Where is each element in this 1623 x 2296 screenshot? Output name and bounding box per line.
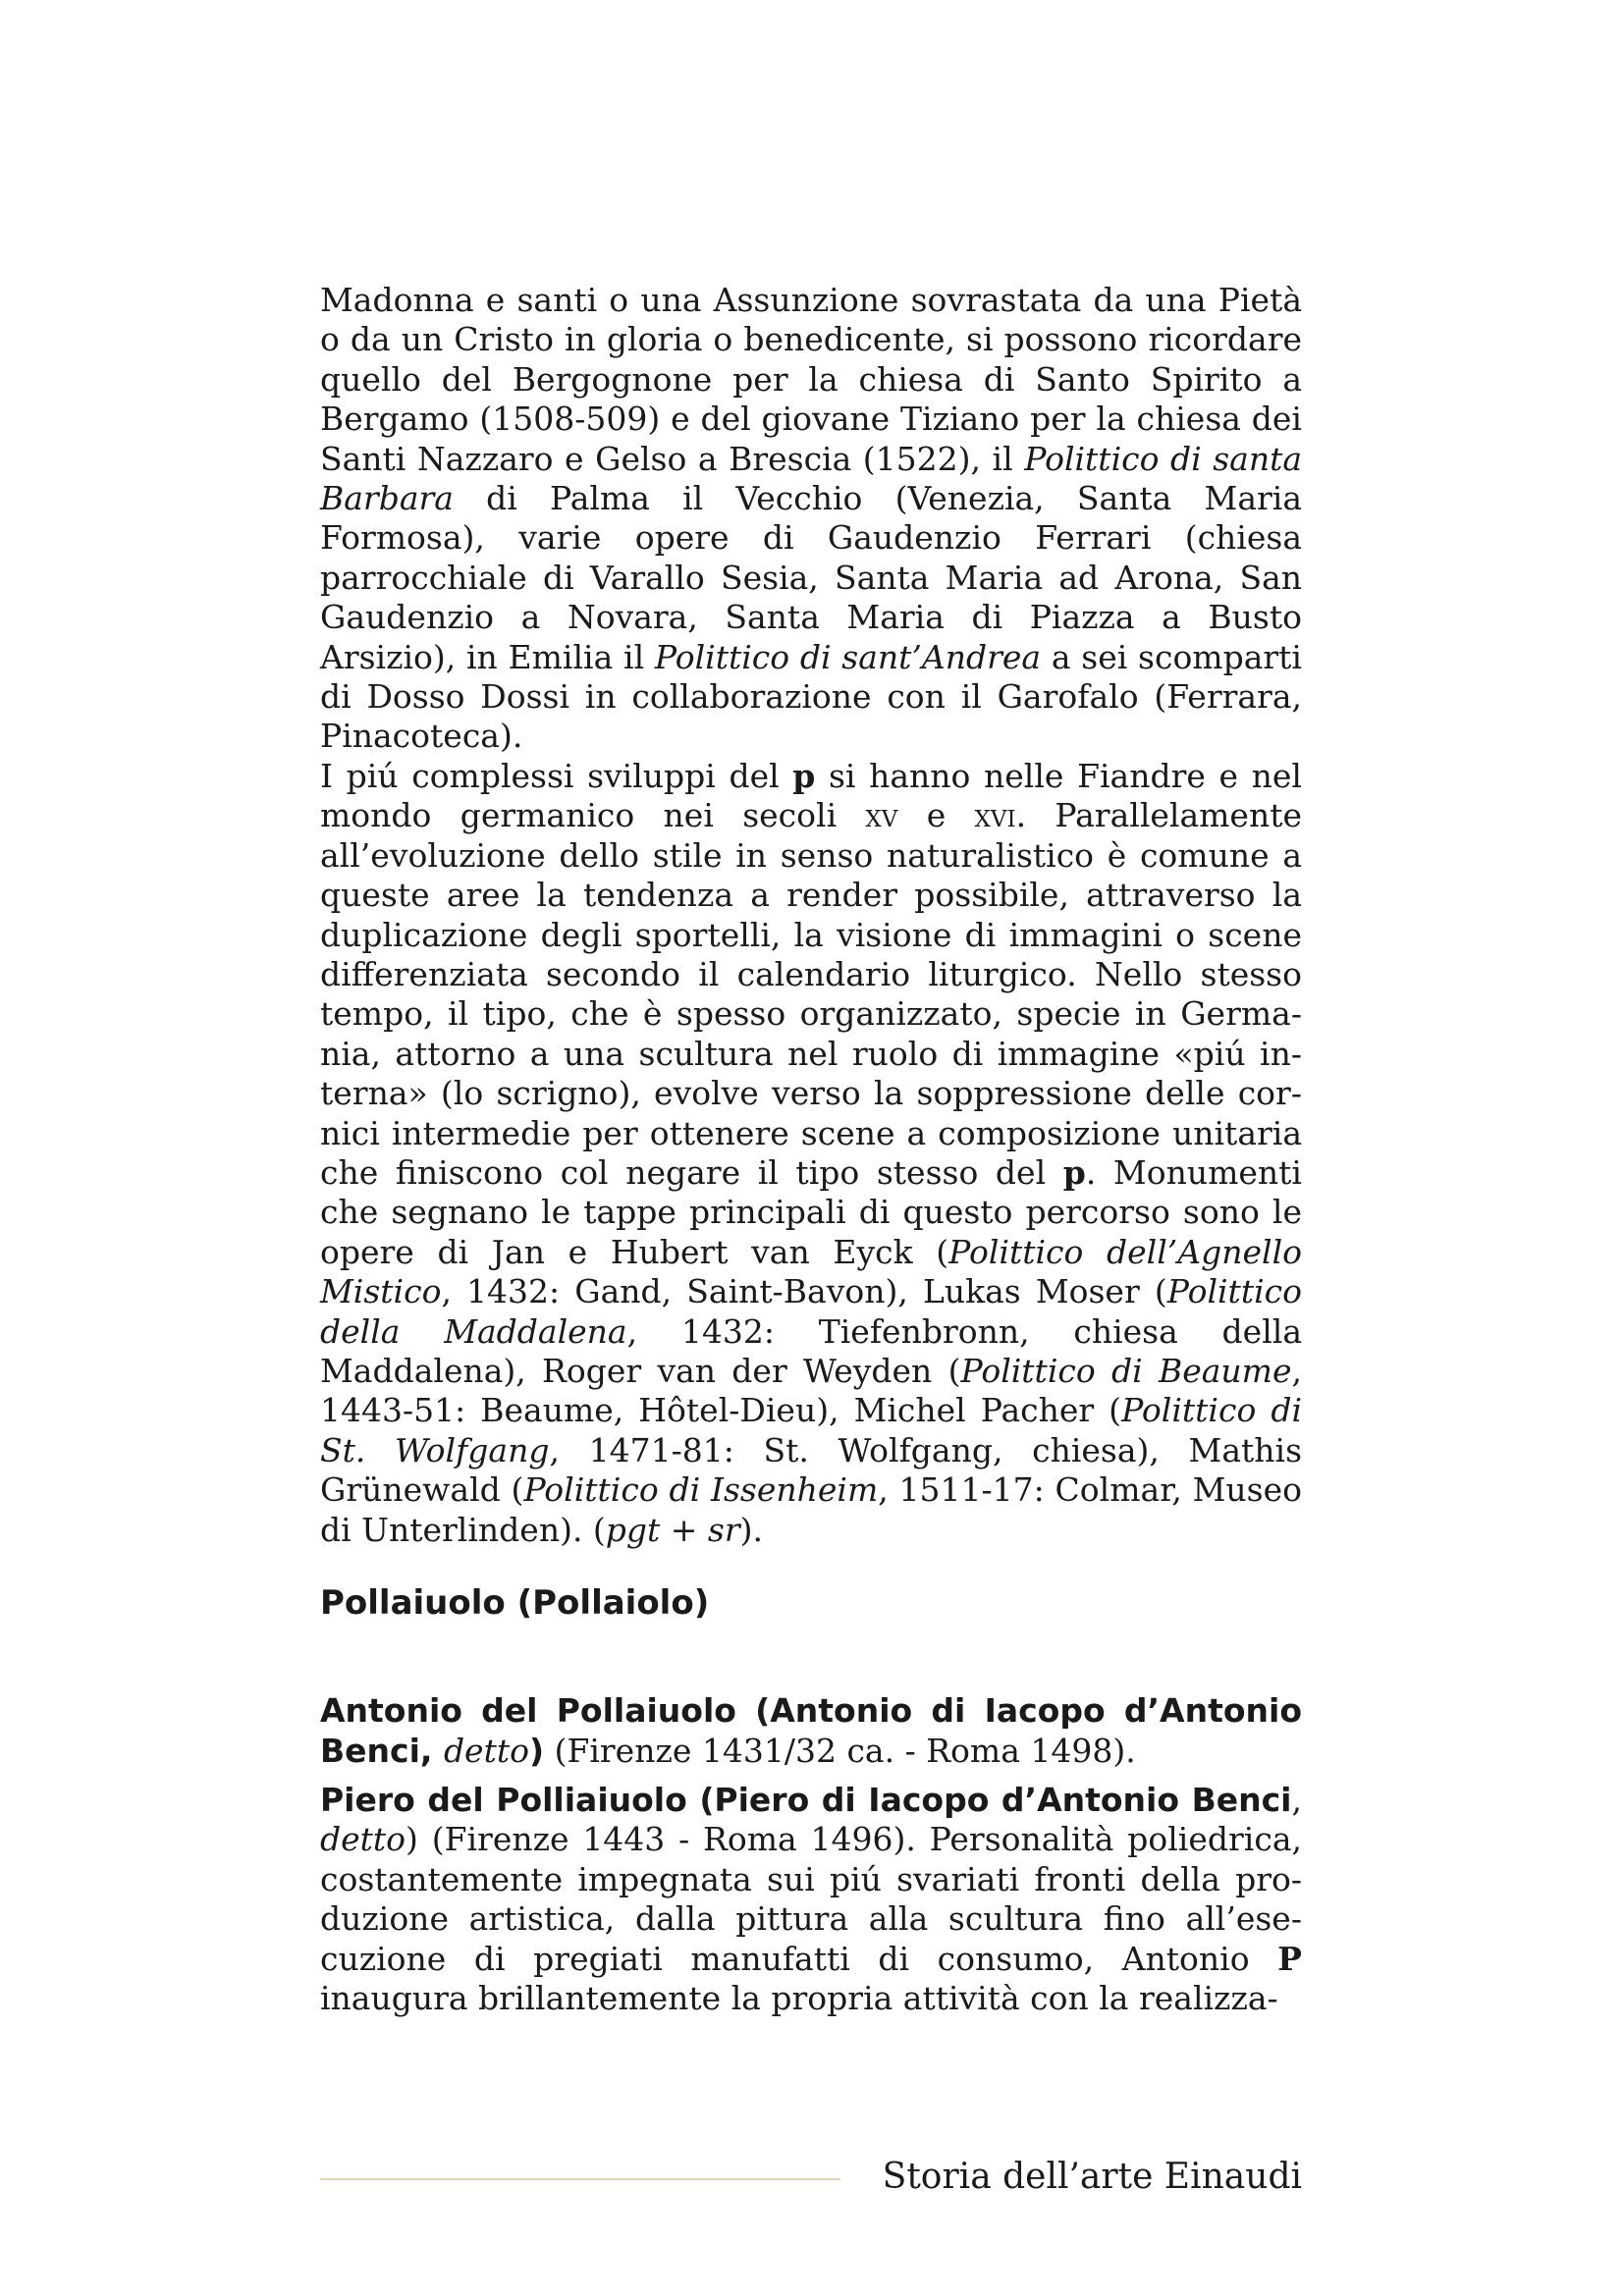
bold-abbrev: p — [792, 756, 816, 795]
italic-title: Polittico di santa Barbara — [320, 439, 1303, 518]
paragraph-2 — [320, 757, 1302, 1550]
italic-title: Polittico della Maddalena — [320, 1272, 1302, 1351]
text-run: . Parallelamente all’evoluzione dello stile in senso naturalistico è comune a queste aree la tendenza a render possibile, attraverso la duplicazione degli sportelli, la visione di immagini o scene differenziata secondo il calendario liturgico. Nello stesso tempo, il tipo, che è spesso organizzato, specie in Germania, attorno a una scultura nel ruolo di immagine «piú interna» (lo scrigno), evolve verso la soppressione delle cornici intermedie per ottenere scene a composizione unitaria che finiscono col negare il tipo stesso del — [320, 796, 1302, 1192]
sub-entry-detto: detto — [320, 1820, 406, 1859]
italic-title: Polittico di sant’Andrea — [654, 637, 1042, 676]
text-run: , 1432: Gand, Saint-Bavon), Lukas Moser ( — [441, 1272, 1167, 1311]
century-numeral: xvi — [974, 796, 1016, 835]
entry-detto: detto — [443, 1732, 529, 1770]
italic-title: Polittico di St. Wolfgang — [320, 1391, 1303, 1469]
text-run: . Monumenti che segnano le tappe principali di questo percorso sono le opere di Jan e Hubert van Eyck ( — [320, 1152, 1302, 1271]
text-run: si hanno nelle Fiandre e nel mondo germanico nei secoli — [320, 756, 1302, 835]
footer-rule — [320, 2178, 840, 2180]
entry-dates: (Firenze 1431/32 ca. - Roma 1498). — [544, 1732, 1136, 1770]
entry-title — [320, 1690, 1302, 1771]
text-run: a sei scomparti di Dosso Dossi in collaborazione con il Garofalo (Ferrara, Pinacoteca). — [320, 637, 1302, 756]
text-run: , 1443-51: Beaume, Hôtel-Dieu), Michel Pacher ( — [320, 1351, 1302, 1430]
footer-title: Storia dell’arte Einaudi — [882, 2157, 1302, 2197]
text-run: , 1471-81: St. Wolfgang, chiesa), Mathis Grünewald ( — [320, 1430, 1303, 1510]
century-numeral: xv — [865, 796, 898, 835]
author-initials: pgt + sr — [605, 1510, 740, 1549]
italic-title: Polittico di Beaume — [960, 1351, 1292, 1390]
text-run: di Palma il Vecchio (Venezia, Santa Maria Formosa), varie opere di Gaudenzio Ferrari (chiesa parrocchiale di Varallo Sesia, Santa Maria ad Arona, San Gaudenzio a Novara, Santa Maria di Piazza a Busto Arsizio), in Emilia il — [320, 479, 1302, 676]
text-run: inaugura brillantemente la propria attività con la realizza- — [320, 1979, 1278, 2018]
sub-entry-name: Piero del Polliaiuolo (Piero di Iacopo d’Antonio Benci — [320, 1781, 1292, 1819]
entry-block — [320, 1690, 1302, 2018]
text-run: ). — [739, 1510, 764, 1549]
text-run: e — [897, 796, 975, 835]
text-run: , 1511-17: Colmar, Museo di Unterlinden). ( — [320, 1470, 1302, 1549]
bold-abbrev: p — [1062, 1152, 1086, 1192]
bold-abbrev: P — [1277, 1939, 1302, 1978]
paragraph-1 — [320, 281, 1302, 757]
entry-heading: Pollaiuolo (Pollaiolo) — [320, 1583, 710, 1623]
entry-paren: ) — [528, 1732, 545, 1770]
text-run: Madonna e santi o una Assunzione sovrastata da una Pietà o da un Cristo in gloria o benedicente, si possono ricordare quello del Bergognone per la chiesa di Santo Spirito a Bergamo (1508-509) e del giovane Tiziano per la chiesa dei Santi Nazzaro e Gelso a Brescia (1522), il — [320, 281, 1302, 478]
text-run: ) (Firenze 1443 - Roma 1496). Personalità poliedrica, costantemente impegnata sui piú svariati fronti della produzione artistica, dalla pittura alla scultura fino all’esecuzione di pregiati manufatti di consumo, Antonio — [320, 1820, 1302, 1978]
entry-text — [320, 1781, 1302, 2018]
text-run: , — [1291, 1781, 1302, 1819]
text-run: I piú complessi sviluppi del — [320, 756, 793, 795]
entry-name: Antonio del Pollaiuolo (Antonio di Iacopo d’Antonio Benci, — [320, 1691, 1302, 1770]
italic-title: Polittico di Issenheim — [523, 1470, 879, 1510]
italic-title: Polittico dell’Agnello Mistico — [320, 1232, 1302, 1311]
text-run: , 1432: Tiefenbronn, chiesa della Maddalena), Roger van der Weyden ( — [320, 1311, 1302, 1390]
body-text — [320, 281, 1302, 1550]
